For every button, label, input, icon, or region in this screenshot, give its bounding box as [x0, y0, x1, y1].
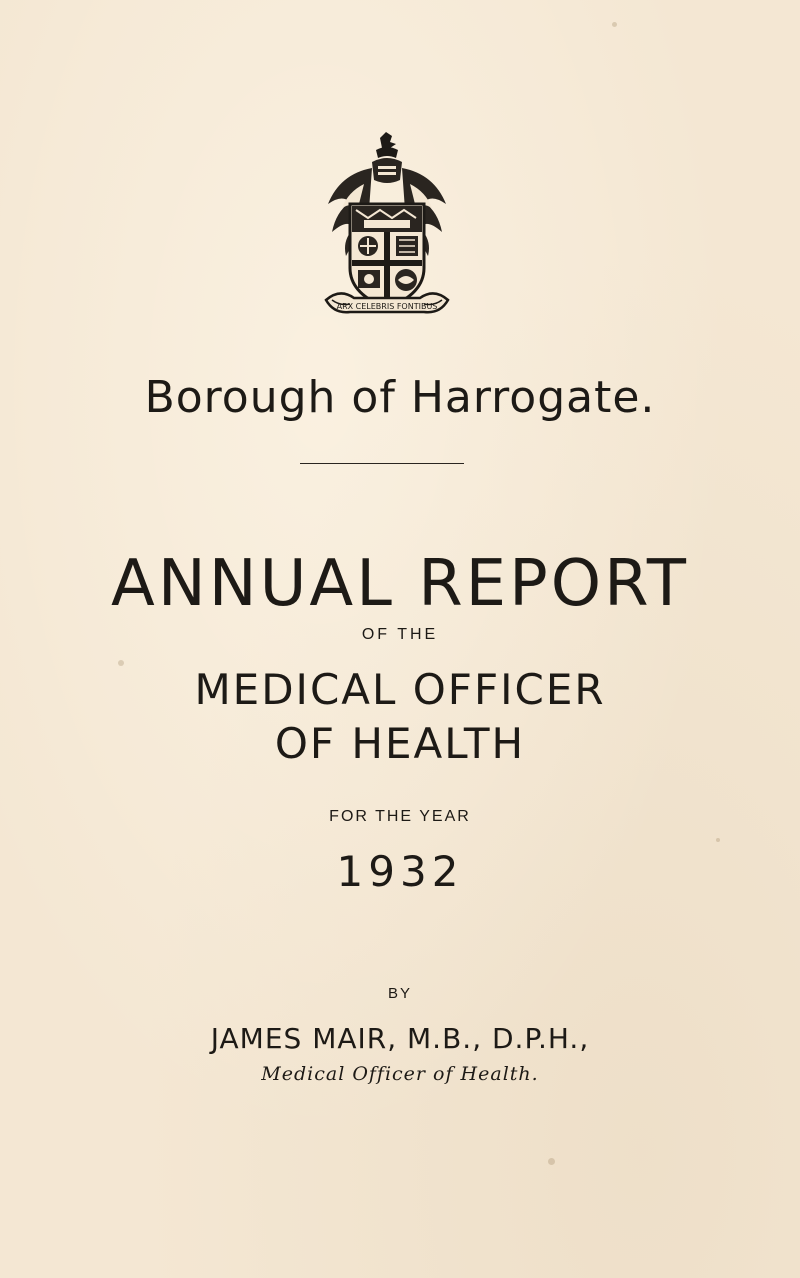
paper-speck — [548, 1158, 555, 1165]
paper-speck — [716, 838, 720, 842]
by-label: BY — [387, 985, 412, 1002]
office-line-2: OF HEALTH — [274, 719, 526, 768]
report-title: ANNUAL REPORT — [111, 547, 689, 621]
office-line-1: MEDICAL OFFICER — [194, 665, 606, 714]
borough-coat-of-arms — [320, 128, 455, 328]
author-name: JAMES MAIR, M.B., D.P.H., — [210, 1022, 590, 1055]
title-divider — [300, 463, 464, 464]
crest-motto: ARX CELEBRIS FONTIBUS — [336, 302, 438, 311]
paper-speck — [612, 22, 617, 27]
for-the-year-label: FOR THE YEAR — [329, 808, 471, 825]
author-position: Medical Officer of Health. — [261, 1063, 539, 1085]
of-the-label: OF THE — [361, 626, 439, 643]
report-year: 1932 — [336, 847, 464, 896]
borough-name: Borough of Harrogate. — [144, 372, 656, 423]
